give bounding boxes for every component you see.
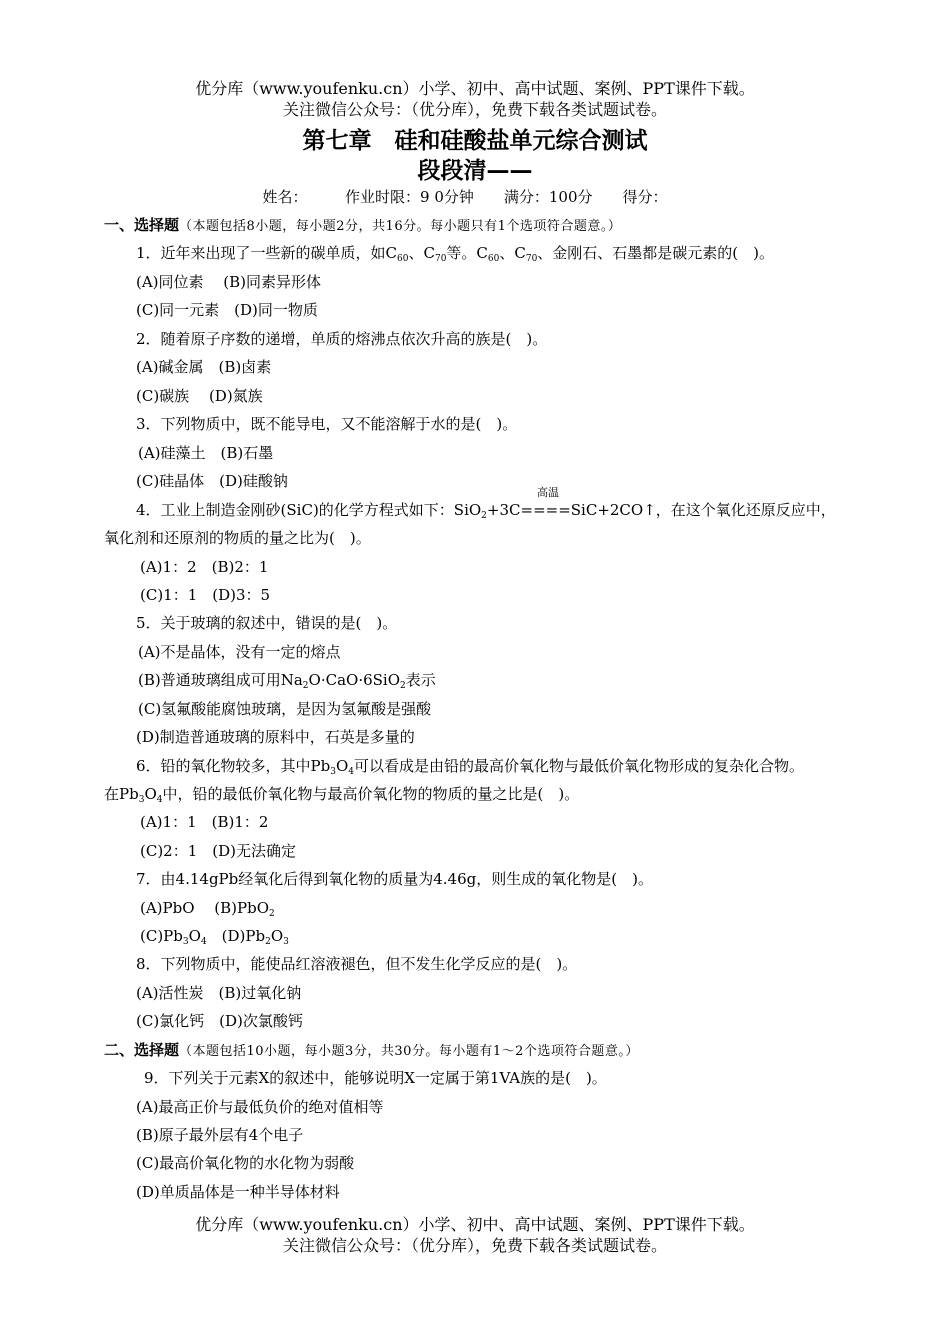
q6-text: 可以看成是由铅的最高价氧化物与最低价氧化物形成的复杂化合物。 bbox=[354, 757, 805, 775]
section-1-title: 一、选择题 bbox=[104, 216, 180, 234]
q5-option-b bbox=[138, 669, 436, 691]
q4-sub: 2 bbox=[481, 511, 487, 521]
q3-options-cd: (C)硅晶体 (D)硅酸钠 bbox=[136, 472, 288, 490]
q4-text: +3C====SiC+2CO↑，在这个氧化还原反应中， bbox=[486, 501, 836, 519]
q7-sub: 2 bbox=[265, 937, 271, 947]
q1-options-ab: (A)同位素 (B)同素异形体 bbox=[136, 273, 322, 291]
q7-options-cd bbox=[140, 925, 289, 947]
question-6 bbox=[136, 755, 804, 777]
q3-options-ab: (A)硅藻土 (B)石墨 bbox=[138, 444, 274, 462]
q1-sub: 60 bbox=[397, 254, 409, 264]
q5-option-c: (C)氢氟酸能腐蚀玻璃，是因为氢氟酸是强酸 bbox=[138, 700, 432, 718]
q5-text: 表示 bbox=[405, 671, 436, 689]
q6-text: 在Pb bbox=[104, 785, 139, 803]
q2-options-ab: (A)碱金属 (B)卤素 bbox=[136, 358, 272, 376]
q1-text: 等。C bbox=[446, 244, 488, 262]
q1-options-cd: (C)同一元素 (D)同一物质 bbox=[136, 301, 318, 319]
q9-option-c: (C)最高价氧化物的水化物为弱酸 bbox=[136, 1154, 355, 1172]
q5-option-a: (A)不是晶体，没有一定的熔点 bbox=[138, 643, 341, 661]
q1-text: 1．近年来出现了一些新的碳单质，如C bbox=[136, 244, 398, 262]
q1-text: 、C bbox=[499, 244, 526, 262]
q5-text: (B)普通玻璃组成可用Na bbox=[138, 671, 303, 689]
q6-options-ab: (A)1：1 (B)1：2 bbox=[140, 813, 269, 831]
section-1-description: （本题包括8小题，每小题2分，共16分。每小题只有1个选项符合题意。） bbox=[179, 219, 622, 234]
q7-text: O bbox=[270, 927, 284, 945]
q9-option-b: (B)原子最外层有4个电子 bbox=[136, 1126, 304, 1144]
question-4 bbox=[136, 499, 836, 521]
page-subtitle: 段段清—— bbox=[417, 158, 533, 184]
q6-sub: 4 bbox=[348, 767, 355, 777]
q5-sub: 2 bbox=[400, 681, 406, 691]
q1-sub: 60 bbox=[487, 254, 500, 264]
q7-sub: 2 bbox=[269, 909, 275, 919]
header-line-1: 优分库（www.youfenku.cn）小学、初中、高中试题、案例、PPT课件下载。 bbox=[195, 79, 755, 98]
question-8: 8．下列物质中，能使品红溶液褪色，但不发生化学反应的是( )。 bbox=[136, 955, 578, 973]
q1-sub: 70 bbox=[525, 254, 538, 264]
q7-text: (C)Pb bbox=[140, 927, 183, 945]
q6-sub: 4 bbox=[156, 795, 163, 805]
question-1 bbox=[136, 242, 774, 264]
q2-options-cd: (C)碳族 (D)氮族 bbox=[136, 387, 263, 405]
footer-line-2: 关注微信公众号：（优分库），免费下载各类试题试卷。 bbox=[282, 1236, 667, 1255]
section-2-heading bbox=[104, 1039, 639, 1060]
q7-text: (D)Pb bbox=[206, 927, 266, 945]
question-2: 2．随着原子序数的递增，单质的熔沸点依次升高的族是( )。 bbox=[136, 330, 548, 348]
question-4-continued: 氧化剂和还原剂的物质的量之比为( )。 bbox=[104, 529, 371, 547]
question-7: 7．由4.14gPb经氧化后得到氧化物的质量为4.46g，则生成的氧化物是( )。 bbox=[136, 870, 653, 888]
q8-options-ab: (A)活性炭 (B)过氧化钠 bbox=[136, 984, 302, 1002]
page-title: 第七章 硅和硅酸盐单元综合测试 bbox=[302, 128, 648, 154]
q1-text: 、金刚石、石墨都是碳元素的( )。 bbox=[537, 244, 775, 262]
q4-options-ab: (A)1：2 (B)2：1 bbox=[140, 558, 269, 576]
q6-text: 中，铅的最低价氧化物与最高价氧化物的物质的量之比是( )。 bbox=[162, 785, 580, 803]
q1-text: 、C bbox=[408, 244, 435, 262]
q6-text: O bbox=[335, 757, 349, 775]
q5-text: O·CaO·6SiO bbox=[308, 671, 400, 689]
footer-line-1: 优分库（www.youfenku.cn）小学、初中、高中试题、案例、PPT课件下载。 bbox=[195, 1215, 755, 1234]
q5-sub: 2 bbox=[302, 681, 309, 691]
q6-text: O bbox=[144, 785, 157, 803]
section-1-heading bbox=[104, 214, 621, 235]
q6-sub: 3 bbox=[138, 795, 145, 805]
question-5: 5．关于玻璃的叙述中，错误的是( )。 bbox=[136, 614, 398, 632]
q1-sub: 70 bbox=[434, 254, 447, 264]
student-info-line: 姓名： 作业时限：9 0分钟 满分：100分 得分： bbox=[262, 188, 668, 206]
header-line-2: 关注微信公众号：（优分库），免费下载各类试题试卷。 bbox=[282, 100, 667, 119]
q7-sub: 3 bbox=[182, 937, 189, 947]
question-6-continued bbox=[104, 783, 579, 805]
q6-options-cd: (C)2：1 (D)无法确定 bbox=[140, 842, 296, 860]
section-2-title: 二、选择题 bbox=[104, 1041, 180, 1059]
q7-text: O bbox=[188, 927, 201, 945]
question-9: 9．下列关于元素X的叙述中，能够说明X一定属于第1VA族的是( )。 bbox=[144, 1069, 607, 1087]
q4-text: 4．工业上制造金刚砂(SiC)的化学方程式如下：SiO bbox=[136, 501, 482, 519]
q7-options-ab bbox=[140, 897, 275, 919]
q5-option-d: (D)制造普通玻璃的原料中，石英是多量的 bbox=[136, 728, 415, 746]
q4-options-cd: (C)1：1 (D)3：5 bbox=[140, 586, 271, 604]
q7-text: (A)PbO (B)PbO bbox=[140, 899, 270, 917]
q8-options-cd: (C)氯化钙 (D)次氯酸钙 bbox=[136, 1012, 303, 1030]
q7-sub: 3 bbox=[283, 937, 289, 947]
q7-sub: 4 bbox=[200, 937, 207, 947]
q6-sub: 3 bbox=[330, 767, 336, 777]
q9-option-d: (D)单质晶体是一种半导体材料 bbox=[136, 1183, 340, 1201]
reaction-condition: 高温 bbox=[537, 486, 559, 499]
section-2-description: （本题包括10小题，每小题3分，共30分。每小题有1～2个选项符合题意。） bbox=[179, 1044, 639, 1059]
q9-option-a: (A)最高正价与最低负价的绝对值相等 bbox=[136, 1098, 384, 1116]
question-3: 3．下列物质中，既不能导电，又不能溶解于水的是( )。 bbox=[136, 415, 518, 433]
q6-text: 6．铅的氧化物较多，其中Pb bbox=[136, 757, 331, 775]
